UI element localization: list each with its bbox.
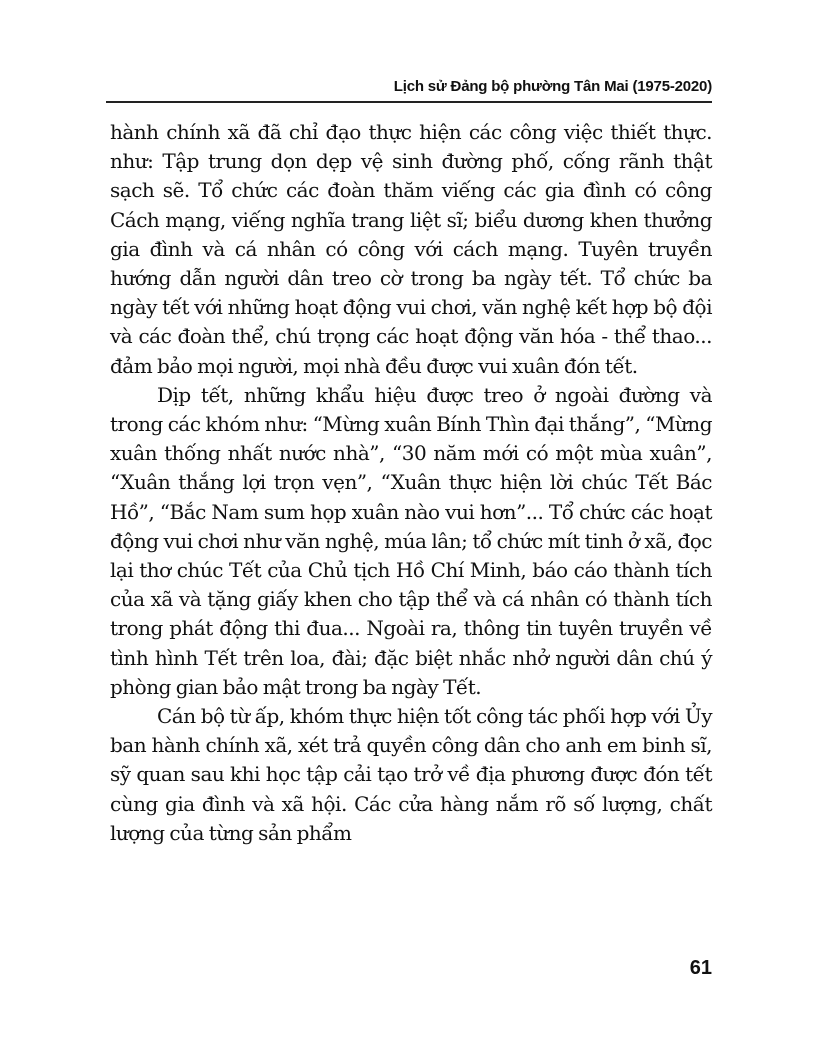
paragraph-cadres: Cán bộ từ ấp, khóm thực hiện tốt công tác phối hợp với Ủy ban hành chính xã, xét trả quyền công dân cho anh em binh sĩ, sỹ quan sau khi học tập cải tạo trở về địa phương được đón tết cùng gia đình và xã hội. Các cửa hàng nắm rõ số lượng, chất lượng của từng sản phẩm (110, 704, 712, 845)
page-body (110, 118, 712, 848)
header-rule (106, 101, 712, 103)
page-number: 61 (689, 957, 712, 979)
paragraph-continued: hành chính xã đã chỉ đạo thực hiện các công việc thiết thực. như: Tập trung dọn dẹp vệ sinh đường phố, cống rãnh thật sạch sẽ. Tổ chức các đoàn thăm viếng các gia đình có công Cách mạng, viếng nghĩa trang liệt sĩ; biểu dương khen thưởng gia đình và cá nhân có công với cách mạng. Tuyên truyền hướng dẫn người dân treo cờ trong ba ngày tết. Tổ chức ba ngày tết với những hoạt động vui chơi, văn nghệ kết hợp bộ đội và các đoàn thể, chú trọng các hoạt động văn hóa - thể thao... đảm bảo mọi người, mọi nhà đều được vui xuân đón tết. (110, 120, 712, 378)
paragraph-tet-slogans: Dịp tết, những khẩu hiệu được treo ở ngoài đường và trong các khóm như: “Mừng xuân Bính Thìn đại thắng”, “Mừng xuân thống nhất nước nhà”, “30 năm mới có một mùa xuân”, “Xuân thắng lợi trọn vẹn”, “Xuân thực hiện lời chúc Tết Bác Hồ”, “Bắc Nam sum họp xuân nào vui hơn”... Tổ chức các hoạt động vui chơi như văn nghệ, múa lân; tổ chức mít tinh ở xã, đọc lại thơ chúc Tết của Chủ tịch Hồ Chí Minh, báo cáo thành tích của xã và tặng giấy khen cho tập thể và cá nhân có thành tích trong phát động thi đua... Ngoài ra, thông tin tuyên truyền về tình hình Tết trên loa, đài; đặc biệt nhắc nhở người dân chú ý phòng gian bảo mật trong ba ngày Tết. (110, 382, 712, 699)
running-header: Lịch sử Đảng bộ phường Tân Mai (1975-2020) (393, 78, 712, 95)
